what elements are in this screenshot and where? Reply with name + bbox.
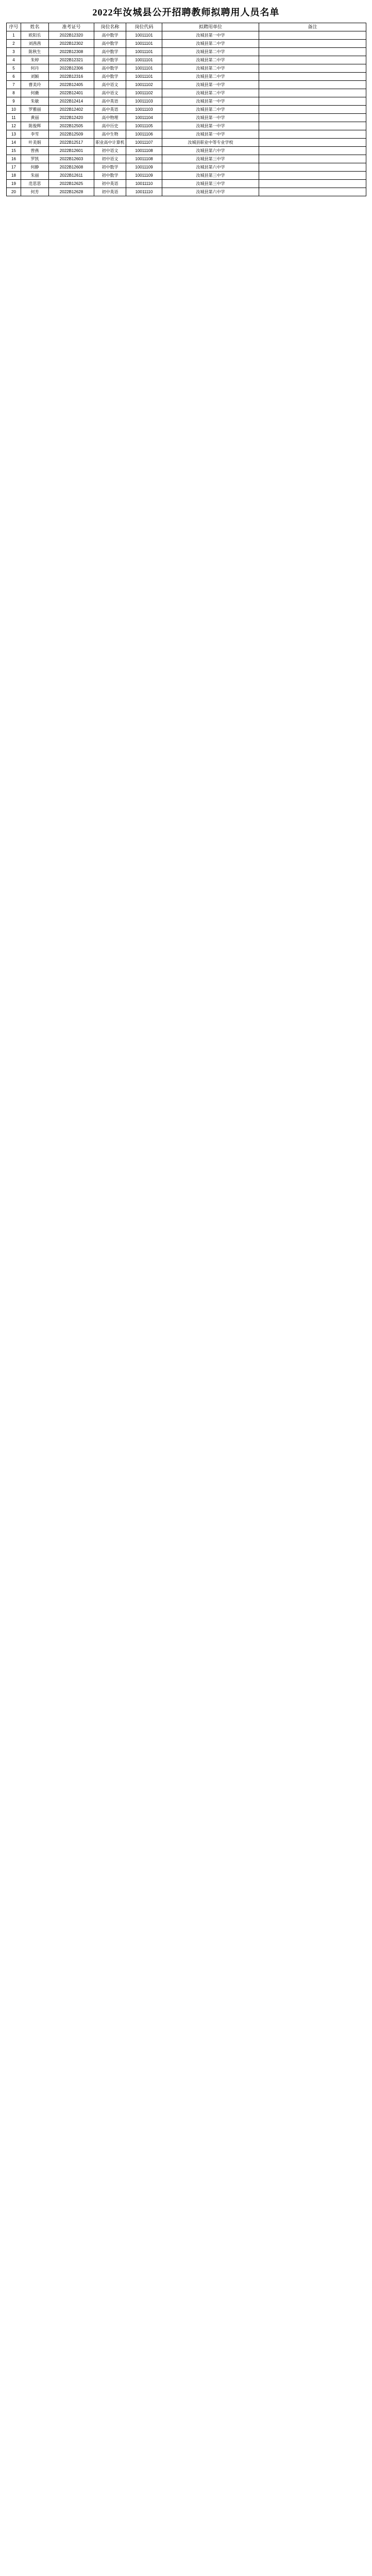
- table-cell: 4: [7, 56, 21, 64]
- table-row: [7, 130, 366, 139]
- table-row: [7, 122, 366, 130]
- table-cell: 汝城县职业中等专业学校: [162, 139, 259, 147]
- table-cell: 10011109: [126, 163, 162, 172]
- table-cell: [259, 147, 366, 155]
- table-cell: 2022B12505: [49, 122, 94, 130]
- table-cell: [259, 56, 366, 64]
- table-row: [7, 56, 366, 64]
- table-cell: [259, 40, 366, 48]
- table-cell: 10011101: [126, 40, 162, 48]
- table-cell: 10011110: [126, 180, 162, 188]
- table-cell: 10011101: [126, 48, 162, 56]
- table-cell: 汝城县第二中学: [162, 48, 259, 56]
- table-cell: 汝城县第一中学: [162, 97, 259, 106]
- table-row: [7, 147, 366, 155]
- table-cell: 2022B12401: [49, 89, 94, 97]
- table-cell: 10011102: [126, 89, 162, 97]
- table-cell: 汝城县第三中学: [162, 180, 259, 188]
- table-cell: 汝城县第二中学: [162, 73, 259, 81]
- table-cell: [259, 155, 366, 163]
- table-row: [7, 155, 366, 163]
- table-cell: 10011101: [126, 31, 162, 40]
- table-cell: 高中数学: [94, 48, 126, 56]
- table-cell: 2022B12420: [49, 114, 94, 122]
- table-cell: 汝城县第一中学: [162, 122, 259, 130]
- table-cell: 9: [7, 97, 21, 106]
- table-row: [7, 172, 366, 180]
- table-cell: 汝城县第六中学: [162, 163, 259, 172]
- table-cell: 2022B12302: [49, 40, 94, 48]
- table-cell: 范思思: [21, 180, 49, 188]
- table-cell: 10011104: [126, 114, 162, 122]
- table-cell: 19: [7, 180, 21, 188]
- table-row: [7, 97, 366, 106]
- table-cell: 10011106: [126, 130, 162, 139]
- column-header-post: 岗位名称: [94, 23, 126, 31]
- table-cell: 汝城县第六中学: [162, 147, 259, 155]
- table-cell: 15: [7, 147, 21, 155]
- table-cell: 高中数学: [94, 40, 126, 48]
- table-cell: 高中语文: [94, 89, 126, 97]
- table-cell: 高中数学: [94, 64, 126, 73]
- table-cell: 10011103: [126, 97, 162, 106]
- table-cell: 朱敏: [21, 97, 49, 106]
- table-row: [7, 40, 366, 48]
- table-cell: 初中英语: [94, 188, 126, 196]
- table-cell: 汝城县第三中学: [162, 155, 259, 163]
- table-cell: 高中生物: [94, 130, 126, 139]
- table-cell: 何静: [21, 163, 49, 172]
- table-cell: [259, 64, 366, 73]
- table-row: [7, 114, 366, 122]
- table-row: [7, 31, 366, 40]
- table-cell: [259, 73, 366, 81]
- table-cell: 10011108: [126, 155, 162, 163]
- table-cell: 16: [7, 155, 21, 163]
- column-header-seq: 序号: [7, 23, 21, 31]
- table-cell: 2022B12306: [49, 64, 94, 73]
- table-row: [7, 106, 366, 114]
- table-cell: [259, 188, 366, 196]
- table-cell: [259, 48, 366, 56]
- column-header-name: 姓名: [21, 23, 49, 31]
- table-cell: 10011103: [126, 106, 162, 114]
- table-cell: [259, 172, 366, 180]
- table-cell: 2022B12308: [49, 48, 94, 56]
- table-cell: [259, 114, 366, 122]
- table-cell: 10011110: [126, 188, 162, 196]
- table-cell: 汝城县第一中学: [162, 81, 259, 89]
- table-cell: 朱婷: [21, 56, 49, 64]
- column-header-unit: 拟聘用单位: [162, 23, 259, 31]
- table-cell: 汝城县第二中学: [162, 40, 259, 48]
- table-cell: 高中数学: [94, 56, 126, 64]
- table-cell: 高中历史: [94, 122, 126, 130]
- roster-body: [7, 31, 366, 196]
- table-cell: 汝城县第二中学: [162, 106, 259, 114]
- table-cell: 罗凯: [21, 155, 49, 163]
- table-cell: 10011102: [126, 81, 162, 89]
- table-cell: 汝城县第二中学: [162, 89, 259, 97]
- table-cell: 汝城县第二中学: [162, 56, 259, 64]
- table-cell: [259, 106, 366, 114]
- table-cell: 汝城县第六中学: [162, 188, 259, 196]
- table-cell: 陈秋生: [21, 48, 49, 56]
- table-cell: 高中数学: [94, 73, 126, 81]
- roster-table: [6, 23, 366, 196]
- table-cell: [259, 97, 366, 106]
- table-cell: 17: [7, 163, 21, 172]
- table-cell: 10011101: [126, 73, 162, 81]
- table-cell: 罗雅丽: [21, 106, 49, 114]
- table-row: [7, 180, 366, 188]
- table-cell: 高中数学: [94, 31, 126, 40]
- table-cell: 10: [7, 106, 21, 114]
- table-cell: 曾燕: [21, 147, 49, 155]
- table-cell: 2022B12405: [49, 81, 94, 89]
- table-cell: 13: [7, 130, 21, 139]
- table-cell: 2022B12608: [49, 163, 94, 172]
- table-row: [7, 73, 366, 81]
- table-cell: 汝城县第二中学: [162, 64, 259, 73]
- table-cell: 初中数学: [94, 163, 126, 172]
- table-cell: 初中语文: [94, 147, 126, 155]
- table-cell: [259, 89, 366, 97]
- table-cell: 2022B12509: [49, 130, 94, 139]
- table-cell: 刘茜茜: [21, 40, 49, 48]
- table-cell: 10011101: [126, 64, 162, 73]
- table-row: [7, 188, 366, 196]
- table-row: [7, 139, 366, 147]
- header-row: [7, 23, 366, 31]
- table-cell: 汝城县第一中学: [162, 130, 259, 139]
- table-cell: 3: [7, 48, 21, 56]
- table-cell: 2022B12321: [49, 56, 94, 64]
- table-cell: [259, 81, 366, 89]
- table-row: [7, 81, 366, 89]
- table-cell: 2022B12625: [49, 180, 94, 188]
- table-cell: 2022B12517: [49, 139, 94, 147]
- table-row: [7, 64, 366, 73]
- table-cell: 曹美玲: [21, 81, 49, 89]
- table-cell: 职业高中计算机: [94, 139, 126, 147]
- table-cell: 初中数学: [94, 172, 126, 180]
- table-cell: 汝城县第一中学: [162, 31, 259, 40]
- table-cell: 初中英语: [94, 180, 126, 188]
- table-cell: 2022B12402: [49, 106, 94, 114]
- table-cell: 2022B12414: [49, 97, 94, 106]
- table-cell: 10011109: [126, 172, 162, 180]
- column-header-ticket: 准考证号: [49, 23, 94, 31]
- table-cell: [259, 163, 366, 172]
- table-cell: 6: [7, 73, 21, 81]
- table-cell: 18: [7, 172, 21, 180]
- table-cell: 2022B12316: [49, 73, 94, 81]
- table-cell: 11: [7, 114, 21, 122]
- table-cell: 何丹: [21, 64, 49, 73]
- table-cell: 朱丽: [21, 172, 49, 180]
- table-cell: 叶美娟: [21, 139, 49, 147]
- table-cell: 黄丽: [21, 114, 49, 122]
- table-cell: 高中英语: [94, 106, 126, 114]
- table-cell: 12: [7, 122, 21, 130]
- table-cell: 10011105: [126, 122, 162, 130]
- table-cell: 初中语文: [94, 155, 126, 163]
- table-cell: 2022B12320: [49, 31, 94, 40]
- table-cell: 汝城县第一中学: [162, 114, 259, 122]
- table-cell: 高中物理: [94, 114, 126, 122]
- table-cell: 何芳: [21, 188, 49, 196]
- table-row: [7, 48, 366, 56]
- table-row: [7, 163, 366, 172]
- table-cell: 14: [7, 139, 21, 147]
- table-cell: 高中英语: [94, 97, 126, 106]
- table-cell: 欧阳乐: [21, 31, 49, 40]
- table-cell: 高中语文: [94, 81, 126, 89]
- table-cell: 10011107: [126, 139, 162, 147]
- table-cell: 2022B12628: [49, 188, 94, 196]
- table-cell: [259, 180, 366, 188]
- table-cell: 何薇: [21, 89, 49, 97]
- table-cell: 2: [7, 40, 21, 48]
- table-cell: 刘颖: [21, 73, 49, 81]
- table-row: [7, 89, 366, 97]
- table-cell: [259, 122, 366, 130]
- table-cell: 7: [7, 81, 21, 89]
- table-cell: 李雪: [21, 130, 49, 139]
- column-header-code: 岗位代码: [126, 23, 162, 31]
- table-cell: 2022B12611: [49, 172, 94, 180]
- table-cell: [259, 130, 366, 139]
- table-cell: 10011108: [126, 147, 162, 155]
- table-cell: 20: [7, 188, 21, 196]
- table-cell: 5: [7, 64, 21, 73]
- table-cell: 8: [7, 89, 21, 97]
- table-cell: [259, 139, 366, 147]
- table-cell: 1: [7, 31, 21, 40]
- table-cell: 10011101: [126, 56, 162, 64]
- table-cell: 陈俊辉: [21, 122, 49, 130]
- table-cell: 汝城县第三中学: [162, 172, 259, 180]
- table-cell: 2022B12603: [49, 155, 94, 163]
- document-title: 2022年汝城县公开招聘教师拟聘用人员名单: [92, 7, 280, 18]
- table-cell: [259, 31, 366, 40]
- column-header-remark: 备注: [259, 23, 366, 31]
- table-cell: 2022B12601: [49, 147, 94, 155]
